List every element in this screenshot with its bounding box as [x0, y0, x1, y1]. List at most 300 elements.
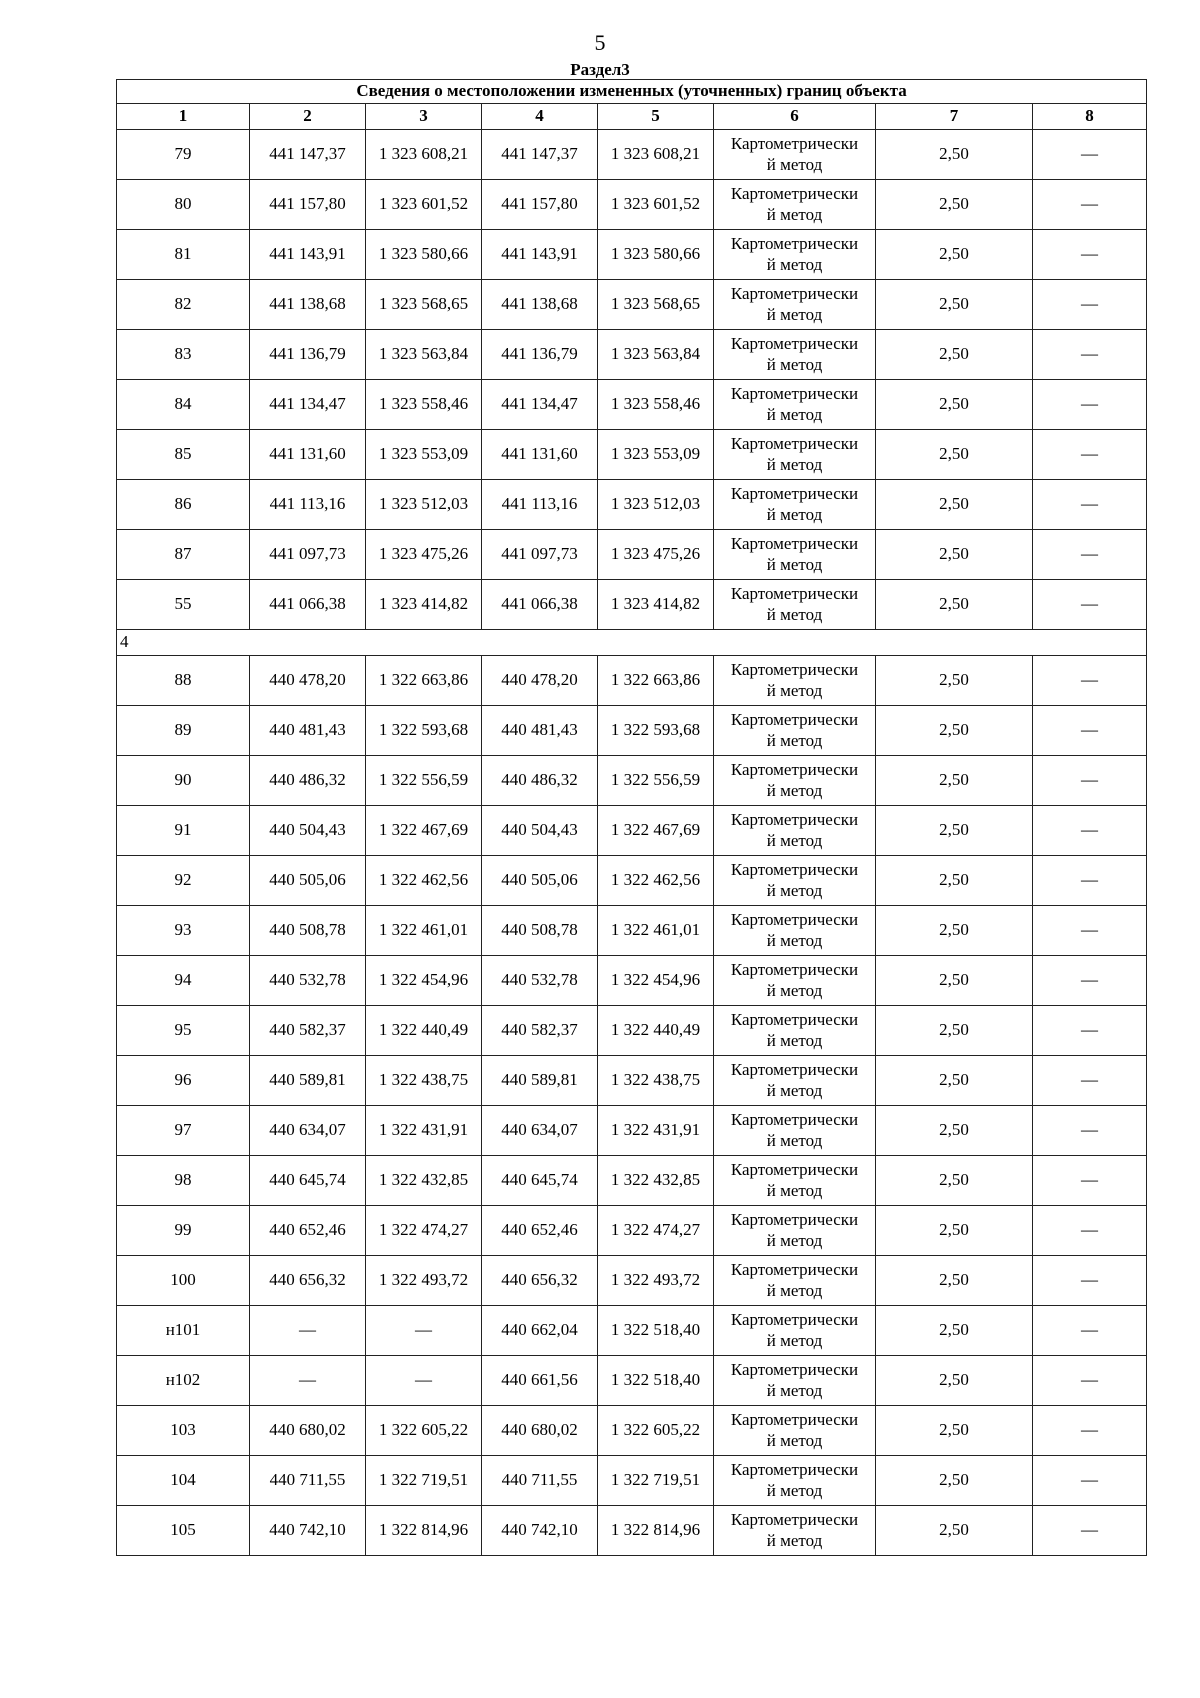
table-row [117, 130, 1147, 180]
precision-cell: 2,50 [876, 1456, 1033, 1506]
method-text-line: Картометрически [730, 660, 859, 680]
method-text-line: й метод [766, 880, 823, 900]
precision-cell: 2,50 [876, 280, 1033, 330]
table-row [117, 656, 1147, 706]
y-new-cell: 1 323 563,84 [598, 330, 714, 380]
precision-cell: 2,50 [876, 1406, 1033, 1456]
method-text-line: Картометрически [730, 760, 859, 780]
x-existing-cell: 440 711,55 [250, 1456, 366, 1506]
description-cell: — [1033, 1256, 1147, 1306]
table-row [117, 1006, 1147, 1056]
method-text-line: й метод [766, 980, 823, 1000]
method-text-line: Картометрически [730, 334, 859, 354]
table-row [117, 330, 1147, 380]
x-new-cell: 441 138,68 [482, 280, 598, 330]
method-text-line: й метод [766, 404, 823, 424]
x-new-cell: 441 143,91 [482, 230, 598, 280]
method-cell [714, 480, 876, 530]
method-text-line: й метод [766, 454, 823, 474]
x-existing-cell: 440 486,32 [250, 756, 366, 806]
y-existing-cell: 1 323 558,46 [366, 380, 482, 430]
method-text-line: Картометрически [730, 484, 859, 504]
x-existing-cell: 440 589,81 [250, 1056, 366, 1106]
point-number-cell: 97 [117, 1106, 250, 1156]
y-new-cell: 1 323 601,52 [598, 180, 714, 230]
x-existing-cell: 440 532,78 [250, 956, 366, 1006]
method-text-line: й метод [766, 604, 823, 624]
precision-cell: 2,50 [876, 1356, 1033, 1406]
method-cell [714, 1406, 876, 1456]
point-number-cell: 91 [117, 806, 250, 856]
table-row [117, 580, 1147, 630]
point-number-cell: 104 [117, 1456, 250, 1506]
precision-cell: 2,50 [876, 1056, 1033, 1106]
x-new-cell: 441 066,38 [482, 580, 598, 630]
table-row [117, 1256, 1147, 1306]
point-number-cell: 83 [117, 330, 250, 380]
point-number-cell: 55 [117, 580, 250, 630]
description-cell: — [1033, 806, 1147, 856]
method-text-line: й метод [766, 204, 823, 224]
method-text-line: Картометрически [730, 1510, 859, 1530]
method-text-line: й метод [766, 504, 823, 524]
method-cell [714, 1356, 876, 1406]
x-new-cell: 440 505,06 [482, 856, 598, 906]
description-cell: — [1033, 280, 1147, 330]
method-cell [714, 956, 876, 1006]
precision-cell: 2,50 [876, 1006, 1033, 1056]
y-new-cell: 1 322 431,91 [598, 1106, 714, 1156]
precision-cell: 2,50 [876, 530, 1033, 580]
y-existing-cell: — [366, 1356, 482, 1406]
method-cell [714, 330, 876, 380]
method-text-line: й метод [766, 1080, 823, 1100]
precision-cell: 2,50 [876, 1506, 1033, 1556]
x-existing-cell: 440 645,74 [250, 1156, 366, 1206]
x-existing-cell: 440 652,46 [250, 1206, 366, 1256]
table-row [117, 1156, 1147, 1206]
y-new-cell: 1 322 474,27 [598, 1206, 714, 1256]
precision-cell: 2,50 [876, 180, 1033, 230]
method-cell [714, 1506, 876, 1556]
x-new-cell: 441 136,79 [482, 330, 598, 380]
section-title: Раздел3 [570, 60, 630, 79]
x-existing-cell: 440 582,37 [250, 1006, 366, 1056]
description-cell: — [1033, 480, 1147, 530]
method-text-line: й метод [766, 254, 823, 274]
precision-cell: 2,50 [876, 380, 1033, 430]
x-new-cell: 440 481,43 [482, 706, 598, 756]
method-text-line: й метод [766, 1180, 823, 1200]
precision-cell: 2,50 [876, 806, 1033, 856]
method-cell [714, 1106, 876, 1156]
contour-group-row [117, 630, 1147, 656]
x-existing-cell: 441 066,38 [250, 580, 366, 630]
y-existing-cell: 1 322 462,56 [366, 856, 482, 906]
y-existing-cell: 1 322 556,59 [366, 756, 482, 806]
y-existing-cell: — [366, 1306, 482, 1356]
description-cell: — [1033, 1156, 1147, 1206]
precision-cell: 2,50 [876, 1106, 1033, 1156]
y-existing-cell: 1 322 593,68 [366, 706, 482, 756]
method-text-line: Картометрически [730, 584, 859, 604]
y-existing-cell: 1 322 493,72 [366, 1256, 482, 1306]
description-cell: — [1033, 580, 1147, 630]
precision-cell: 2,50 [876, 1306, 1033, 1356]
method-text-line: Картометрически [730, 860, 859, 880]
table-row [117, 856, 1147, 906]
method-text-line: й метод [766, 1280, 823, 1300]
precision-cell: 2,50 [876, 480, 1033, 530]
description-cell: — [1033, 706, 1147, 756]
point-number-cell: 89 [117, 706, 250, 756]
method-cell [714, 1006, 876, 1056]
x-existing-cell: 440 656,32 [250, 1256, 366, 1306]
y-existing-cell: 1 323 608,21 [366, 130, 482, 180]
x-new-cell: 440 504,43 [482, 806, 598, 856]
method-text-line: Картометрически [730, 534, 859, 554]
method-text-line: Картометрически [730, 1160, 859, 1180]
x-existing-cell: 440 508,78 [250, 906, 366, 956]
method-text-line: й метод [766, 304, 823, 324]
x-existing-cell: 440 481,43 [250, 706, 366, 756]
method-cell [714, 430, 876, 480]
precision-cell: 2,50 [876, 856, 1033, 906]
method-cell [714, 130, 876, 180]
point-number-cell: 88 [117, 656, 250, 706]
method-cell [714, 530, 876, 580]
y-new-cell: 1 323 558,46 [598, 380, 714, 430]
method-cell [714, 1256, 876, 1306]
x-existing-cell: 441 147,37 [250, 130, 366, 180]
point-number-cell: н101 [117, 1306, 250, 1356]
column-number: 5 [598, 104, 714, 130]
x-existing-cell: 441 097,73 [250, 530, 366, 580]
table-caption: Сведения о местоположении измененных (уточненных) границ объекта [117, 80, 1147, 104]
x-existing-cell: 441 143,91 [250, 230, 366, 280]
method-text-line: Картометрически [730, 134, 859, 154]
description-cell: — [1033, 380, 1147, 430]
precision-cell: 2,50 [876, 580, 1033, 630]
y-existing-cell: 1 323 563,84 [366, 330, 482, 380]
description-cell: — [1033, 1056, 1147, 1106]
point-number-cell: 80 [117, 180, 250, 230]
method-text-line: Картометрически [730, 1110, 859, 1130]
y-existing-cell: 1 322 438,75 [366, 1056, 482, 1106]
y-new-cell: 1 322 467,69 [598, 806, 714, 856]
y-existing-cell: 1 322 467,69 [366, 806, 482, 856]
x-existing-cell: — [250, 1356, 366, 1406]
precision-cell: 2,50 [876, 656, 1033, 706]
column-number: 1 [117, 104, 250, 130]
y-existing-cell: 1 323 475,26 [366, 530, 482, 580]
table-row [117, 530, 1147, 580]
point-number-cell: 87 [117, 530, 250, 580]
method-cell [714, 906, 876, 956]
y-new-cell: 1 322 461,01 [598, 906, 714, 956]
method-text-line: й метод [766, 554, 823, 574]
x-existing-cell: 441 138,68 [250, 280, 366, 330]
point-number-cell: 99 [117, 1206, 250, 1256]
x-existing-cell: 441 113,16 [250, 480, 366, 530]
x-existing-cell: 440 504,43 [250, 806, 366, 856]
method-text-line: Картометрически [730, 434, 859, 454]
precision-cell: 2,50 [876, 1206, 1033, 1256]
method-text-line: Картометрически [730, 384, 859, 404]
x-new-cell: 440 486,32 [482, 756, 598, 806]
x-new-cell: 440 478,20 [482, 656, 598, 706]
y-new-cell: 1 322 719,51 [598, 1456, 714, 1506]
table-row [117, 280, 1147, 330]
table-row [117, 1456, 1147, 1506]
method-cell [714, 180, 876, 230]
description-cell: — [1033, 756, 1147, 806]
y-existing-cell: 1 323 601,52 [366, 180, 482, 230]
y-existing-cell: 1 322 814,96 [366, 1506, 482, 1556]
y-new-cell: 1 322 493,72 [598, 1256, 714, 1306]
column-number: 8 [1033, 104, 1147, 130]
x-new-cell: 440 652,46 [482, 1206, 598, 1256]
point-number-cell: 92 [117, 856, 250, 906]
method-text-line: Картометрически [730, 1260, 859, 1280]
boundary-coordinates-table [116, 79, 1147, 1556]
description-cell: — [1033, 530, 1147, 580]
method-cell [714, 706, 876, 756]
y-new-cell: 1 322 462,56 [598, 856, 714, 906]
y-new-cell: 1 322 454,96 [598, 956, 714, 1006]
description-cell: — [1033, 1456, 1147, 1506]
description-cell: — [1033, 1006, 1147, 1056]
method-text-line: Картометрически [730, 960, 859, 980]
description-cell: — [1033, 330, 1147, 380]
x-existing-cell: — [250, 1306, 366, 1356]
column-number-row [117, 104, 1147, 130]
method-text-line: й метод [766, 730, 823, 750]
x-new-cell: 440 589,81 [482, 1056, 598, 1106]
precision-cell: 2,50 [876, 756, 1033, 806]
description-cell: — [1033, 180, 1147, 230]
table-row [117, 180, 1147, 230]
precision-cell: 2,50 [876, 1156, 1033, 1206]
x-new-cell: 440 662,04 [482, 1306, 598, 1356]
table-row [117, 1406, 1147, 1456]
x-new-cell: 441 097,73 [482, 530, 598, 580]
x-existing-cell: 441 136,79 [250, 330, 366, 380]
description-cell: — [1033, 1206, 1147, 1256]
table-row [117, 1356, 1147, 1406]
x-new-cell: 440 645,74 [482, 1156, 598, 1206]
y-new-cell: 1 322 432,85 [598, 1156, 714, 1206]
method-cell [714, 380, 876, 430]
description-cell: — [1033, 906, 1147, 956]
method-text-line: й метод [766, 1480, 823, 1500]
method-text-line: й метод [766, 1030, 823, 1050]
y-existing-cell: 1 322 431,91 [366, 1106, 482, 1156]
y-existing-cell: 1 322 474,27 [366, 1206, 482, 1256]
column-number: 3 [366, 104, 482, 130]
method-text-line: Картометрически [730, 1060, 859, 1080]
description-cell: — [1033, 130, 1147, 180]
precision-cell: 2,50 [876, 956, 1033, 1006]
precision-cell: 2,50 [876, 706, 1033, 756]
y-existing-cell: 1 323 414,82 [366, 580, 482, 630]
point-number-cell: 100 [117, 1256, 250, 1306]
method-cell [714, 656, 876, 706]
x-existing-cell: 440 680,02 [250, 1406, 366, 1456]
point-number-cell: 103 [117, 1406, 250, 1456]
description-cell: — [1033, 1406, 1147, 1456]
y-new-cell: 1 323 608,21 [598, 130, 714, 180]
x-new-cell: 440 656,32 [482, 1256, 598, 1306]
y-new-cell: 1 322 663,86 [598, 656, 714, 706]
description-cell: — [1033, 430, 1147, 480]
table-row [117, 380, 1147, 430]
x-new-cell: 441 113,16 [482, 480, 598, 530]
y-new-cell: 1 323 568,65 [598, 280, 714, 330]
method-text-line: й метод [766, 154, 823, 174]
method-text-line: Картометрически [730, 1210, 859, 1230]
method-text-line: Картометрически [730, 710, 859, 730]
y-new-cell: 1 322 518,40 [598, 1306, 714, 1356]
x-existing-cell: 440 634,07 [250, 1106, 366, 1156]
point-number-cell: 105 [117, 1506, 250, 1556]
x-new-cell: 441 131,60 [482, 430, 598, 480]
description-cell: — [1033, 656, 1147, 706]
y-existing-cell: 1 322 432,85 [366, 1156, 482, 1206]
description-cell: — [1033, 1356, 1147, 1406]
description-cell: — [1033, 1506, 1147, 1556]
method-cell [714, 806, 876, 856]
x-existing-cell: 441 134,47 [250, 380, 366, 430]
y-new-cell: 1 322 814,96 [598, 1506, 714, 1556]
y-existing-cell: 1 323 512,03 [366, 480, 482, 530]
x-new-cell: 440 634,07 [482, 1106, 598, 1156]
point-number-cell: 98 [117, 1156, 250, 1206]
table-row [117, 230, 1147, 280]
y-existing-cell: 1 323 553,09 [366, 430, 482, 480]
method-cell [714, 856, 876, 906]
y-existing-cell: 1 322 663,86 [366, 656, 482, 706]
method-text-line: й метод [766, 930, 823, 950]
method-cell [714, 1456, 876, 1506]
x-new-cell: 440 532,78 [482, 956, 598, 1006]
table-row [117, 430, 1147, 480]
point-number-cell: 79 [117, 130, 250, 180]
y-new-cell: 1 322 605,22 [598, 1406, 714, 1456]
point-number-cell: 95 [117, 1006, 250, 1056]
table-row [117, 1056, 1147, 1106]
precision-cell: 2,50 [876, 430, 1033, 480]
point-number-cell: 82 [117, 280, 250, 330]
column-number: 6 [714, 104, 876, 130]
table-row [117, 1306, 1147, 1356]
point-number-cell: 94 [117, 956, 250, 1006]
table-row [117, 806, 1147, 856]
table-row [117, 756, 1147, 806]
x-existing-cell: 441 131,60 [250, 430, 366, 480]
y-existing-cell: 1 322 440,49 [366, 1006, 482, 1056]
x-new-cell: 441 157,80 [482, 180, 598, 230]
method-text-line: Картометрически [730, 1410, 859, 1430]
method-text-line: й метод [766, 1230, 823, 1250]
description-cell: — [1033, 230, 1147, 280]
y-new-cell: 1 323 475,26 [598, 530, 714, 580]
precision-cell: 2,50 [876, 906, 1033, 956]
point-number-cell: 93 [117, 906, 250, 956]
y-new-cell: 1 322 440,49 [598, 1006, 714, 1056]
method-text-line: й метод [766, 680, 823, 700]
table-row [117, 480, 1147, 530]
x-existing-cell: 441 157,80 [250, 180, 366, 230]
y-new-cell: 1 323 512,03 [598, 480, 714, 530]
table-row [117, 1506, 1147, 1556]
method-text-line: Картометрически [730, 234, 859, 254]
method-text-line: Картометрически [730, 910, 859, 930]
x-new-cell: 440 661,56 [482, 1356, 598, 1406]
method-text-line: й метод [766, 354, 823, 374]
y-new-cell: 1 322 593,68 [598, 706, 714, 756]
x-new-cell: 441 147,37 [482, 130, 598, 180]
x-existing-cell: 440 742,10 [250, 1506, 366, 1556]
table-row [117, 956, 1147, 1006]
point-number-cell: 96 [117, 1056, 250, 1106]
y-new-cell: 1 322 518,40 [598, 1356, 714, 1406]
method-text-line: й метод [766, 1430, 823, 1450]
table-row [117, 1106, 1147, 1156]
method-text-line: Картометрически [730, 1460, 859, 1480]
point-number-cell: 86 [117, 480, 250, 530]
y-existing-cell: 1 322 719,51 [366, 1456, 482, 1506]
x-new-cell: 440 680,02 [482, 1406, 598, 1456]
column-number: 2 [250, 104, 366, 130]
description-cell: — [1033, 1106, 1147, 1156]
point-number-cell: 85 [117, 430, 250, 480]
method-cell [714, 280, 876, 330]
x-existing-cell: 440 478,20 [250, 656, 366, 706]
precision-cell: 2,50 [876, 1256, 1033, 1306]
precision-cell: 2,50 [876, 230, 1033, 280]
method-text-line: й метод [766, 1330, 823, 1350]
x-new-cell: 440 508,78 [482, 906, 598, 956]
description-cell: — [1033, 856, 1147, 906]
x-new-cell: 440 582,37 [482, 1006, 598, 1056]
y-new-cell: 1 323 414,82 [598, 580, 714, 630]
y-new-cell: 1 323 580,66 [598, 230, 714, 280]
x-new-cell: 441 134,47 [482, 380, 598, 430]
method-text-line: й метод [766, 830, 823, 850]
point-number-cell: 90 [117, 756, 250, 806]
y-new-cell: 1 322 556,59 [598, 756, 714, 806]
method-cell [714, 230, 876, 280]
point-number-cell: 84 [117, 380, 250, 430]
method-text-line: й метод [766, 1130, 823, 1150]
description-cell: — [1033, 1306, 1147, 1356]
method-text-line: Картометрически [730, 810, 859, 830]
precision-cell: 2,50 [876, 130, 1033, 180]
description-cell: — [1033, 956, 1147, 1006]
page-number: 5 [594, 30, 606, 55]
method-text-line: Картометрически [730, 184, 859, 204]
y-existing-cell: 1 322 461,01 [366, 906, 482, 956]
point-number-cell: н102 [117, 1356, 250, 1406]
table-row [117, 706, 1147, 756]
method-text-line: Картометрически [730, 1310, 859, 1330]
y-existing-cell: 1 323 580,66 [366, 230, 482, 280]
method-text-line: Картометрически [730, 1010, 859, 1030]
point-number-cell: 81 [117, 230, 250, 280]
y-existing-cell: 1 322 605,22 [366, 1406, 482, 1456]
y-existing-cell: 1 322 454,96 [366, 956, 482, 1006]
